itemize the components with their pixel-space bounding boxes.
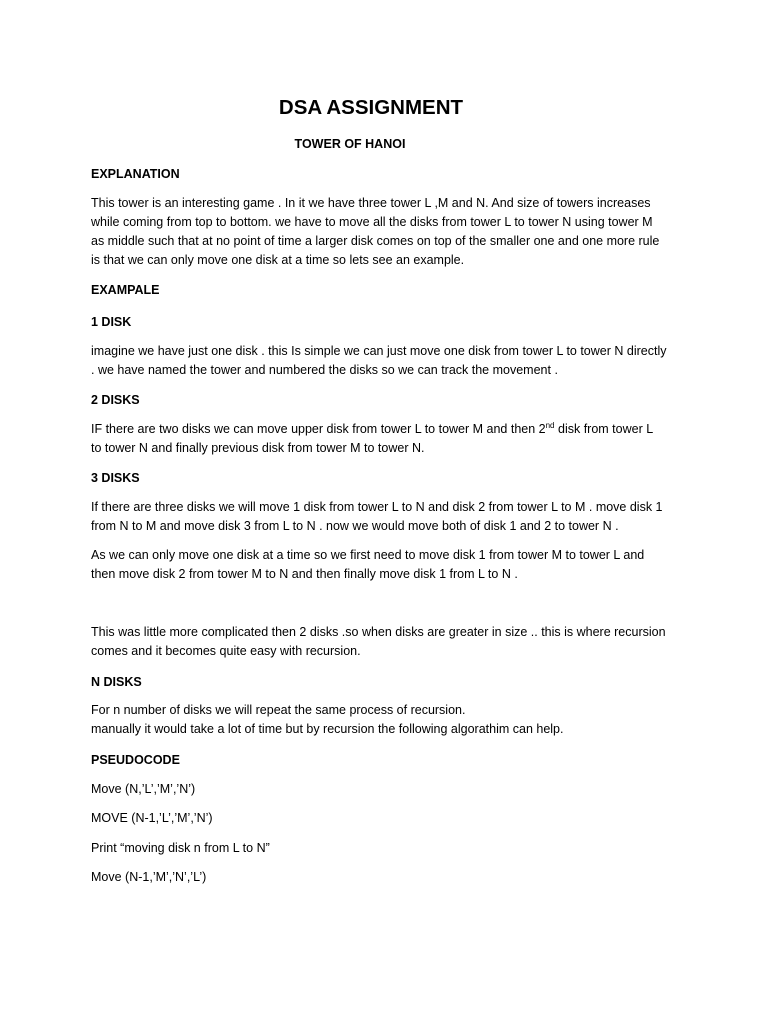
heading-3-disks: 3 DISKS: [91, 471, 140, 485]
heading-pseudocode: PSEUDOCODE: [91, 753, 180, 767]
paragraph-line: comes and it becomes quite easy with recursion.: [91, 644, 361, 658]
paragraph-line: For n number of disks we will repeat the same process of recursion.: [91, 703, 466, 717]
pseudocode-line: Move (N,’L’,’M’,’N’): [91, 782, 196, 796]
paragraph-line: from N to M and move disk 3 from L to N . now we would move both of disk 1 and 2 to tower N .: [91, 519, 619, 533]
superscript: nd: [545, 420, 555, 430]
pseudocode-line: Move (N-1,’M’,’N’,’L’): [91, 870, 207, 884]
text-run: IF there are two disks we can move upper disk from tower L to tower M and then 2: [91, 422, 546, 436]
document-title: DSA ASSIGNMENT: [278, 96, 464, 119]
document-subtitle: TOWER OF HANOI: [294, 137, 406, 151]
pseudocode-line: Print “moving disk n from L to N”: [91, 841, 270, 855]
paragraph-line: This tower is an interesting game . In it we have three tower L ,M and N. And size of towers increases: [91, 196, 651, 210]
heading-example: EXAMPALE: [91, 283, 160, 297]
heading-1-disk: 1 DISK: [91, 315, 132, 329]
paragraph-line: is that we can only move one disk at a time so lets see an example.: [91, 253, 465, 267]
paragraph-line: . we have named the tower and numbered the disks so we can track the movement .: [91, 363, 558, 377]
pseudocode-line: MOVE (N-1,’L’,’M’,’N’): [91, 811, 213, 825]
paragraph-line: As we can only move one disk at a time so we first need to move disk 1 from tower M to tower L and: [91, 548, 645, 562]
paragraph-line: to tower N and finally previous disk from tower M to tower N.: [91, 441, 425, 455]
paragraph-line: [91, 420, 653, 439]
paragraph-line: imagine we have just one disk . this Is simple we can just move one disk from tower L to tower N directly: [91, 344, 667, 358]
paragraph-line: This was little more complicated then 2 disks .so when disks are greater in size .. this is where recursion: [91, 625, 666, 639]
paragraph-line: then move disk 2 from tower M to N and then finally move disk 1 from L to N .: [91, 567, 518, 581]
heading-2-disks: 2 DISKS: [91, 393, 140, 407]
heading-explanation: EXPLANATION: [91, 167, 180, 181]
text-run: disk from tower L: [554, 422, 654, 436]
paragraph-line: manually it would take a lot of time but by recursion the following algorathim can help.: [91, 722, 564, 736]
paragraph-line: If there are three disks we will move 1 disk from tower L to N and disk 2 from tower L to M . move disk 1: [91, 500, 663, 514]
paragraph-line: while coming from top to bottom. we have to move all the disks from tower L to tower N using tower M: [91, 215, 653, 229]
heading-n-disks: N DISKS: [91, 675, 142, 689]
paragraph-line: as middle such that at no point of time a larger disk comes on top of the smaller one and one more rule: [91, 234, 660, 248]
